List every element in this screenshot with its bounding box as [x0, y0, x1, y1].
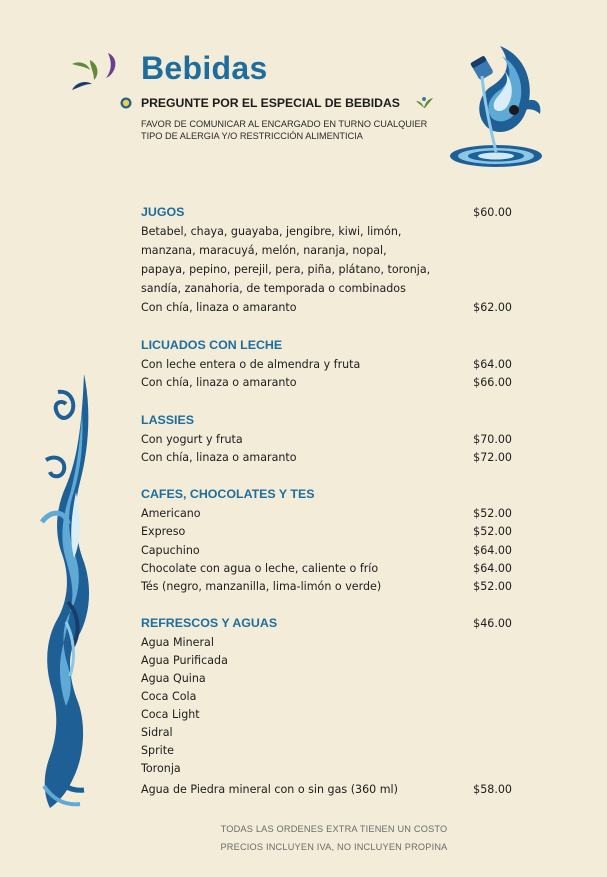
- menu-item: Sidral: [141, 726, 173, 739]
- menu-item: Coca Light: [141, 708, 200, 721]
- menu-item: Con chía, linaza o amaranto: [141, 376, 297, 389]
- menu-item: Toronja: [141, 762, 181, 775]
- menu-item: Con yogurt y fruta: [141, 433, 243, 446]
- water-wave-ornament-icon: [36, 372, 106, 822]
- footer-tax-note: PRECIOS INCLUYEN IVA, NO INCLUYEN PROPINA: [220, 842, 448, 852]
- section-title-lassies: LASSIES: [141, 413, 195, 427]
- allergy-notice-line-2: TIPO DE ALERGIA Y/O RESTRICCIÓN ALIMENTICIA: [141, 131, 363, 141]
- menu-item-price: $64.00: [473, 358, 512, 371]
- menu-item: Agua Mineral: [141, 636, 214, 649]
- menu-item: Agua Purificada: [141, 654, 228, 667]
- menu-item: Coca Cola: [141, 690, 197, 703]
- section-title-licuados: LICUADOS CON LECHE: [141, 338, 283, 352]
- water-jug-illustration-icon: [444, 40, 552, 170]
- jugos-description-line: Betabel, chaya, guayaba, jengibre, kiwi, limón,: [141, 225, 402, 238]
- menu-item-price: $64.00: [473, 562, 512, 575]
- menu-item: Agua de Piedra mineral con o sin gas (360 ml): [141, 783, 398, 796]
- section-title-jugos: JUGOS: [141, 205, 185, 219]
- menu-item-price: $52.00: [473, 525, 512, 538]
- menu-item: Tés (negro, manzanilla, lima-limón o verde): [141, 580, 382, 593]
- price-jugos: $60.00: [473, 206, 512, 219]
- price-refrescos: $46.00: [473, 617, 512, 630]
- menu-item-price: $72.00: [473, 451, 512, 464]
- splash-decoration-icon: [68, 50, 124, 100]
- menu-item-price: $70.00: [473, 433, 512, 446]
- jugos-extra-item: Con chía, linaza o amaranto: [141, 301, 297, 314]
- section-title-cafes: CAFES, CHOCOLATES Y TES: [141, 487, 315, 501]
- menu-item: Chocolate con agua o leche, caliente o frío: [141, 562, 379, 575]
- menu-item: Sprite: [141, 744, 174, 757]
- menu-item-price: $52.00: [473, 580, 512, 593]
- jugos-description-line: manzana, maracuyá, melón, naranja, nopal,: [141, 244, 387, 257]
- section-title-refrescos: REFRESCOS Y AGUAS: [141, 616, 278, 630]
- page-title: Bebidas: [141, 50, 268, 86]
- footer-extra-cost-note: TODAS LAS ORDENES EXTRA TIENEN UN COSTO: [220, 824, 448, 834]
- jugos-extra-price: $62.00: [473, 301, 512, 314]
- menu-item: Expreso: [141, 525, 186, 538]
- jugos-description-line: papaya, pepino, perejil, pera, piña, plátano, toronja,: [141, 263, 431, 276]
- special-drinks-heading: PREGUNTE POR EL ESPECIAL DE BEBIDAS: [141, 96, 400, 110]
- allergy-notice-line-1: FAVOR DE COMUNICAR AL ENCARGADO EN TURNO CUALQUIER: [141, 119, 428, 129]
- menu-item: Agua Quina: [141, 672, 206, 685]
- menu-item: Capuchino: [141, 544, 200, 557]
- menu-item-price: $52.00: [473, 507, 512, 520]
- sprout-icon: [414, 95, 434, 109]
- menu-item: Con chía, linaza o amaranto: [141, 451, 297, 464]
- allergy-notice: [141, 118, 441, 142]
- bullet-icon: [120, 97, 132, 109]
- jugos-description-line: sandía, zanahoria, de temporada o combinados: [141, 282, 406, 295]
- menu-item-price: $64.00: [473, 544, 512, 557]
- menu-item: Americano: [141, 507, 201, 520]
- menu-item-price: $58.00: [473, 783, 512, 796]
- menu-item-price: $66.00: [473, 376, 512, 389]
- menu-item: Con leche entera o de almendra y fruta: [141, 358, 361, 371]
